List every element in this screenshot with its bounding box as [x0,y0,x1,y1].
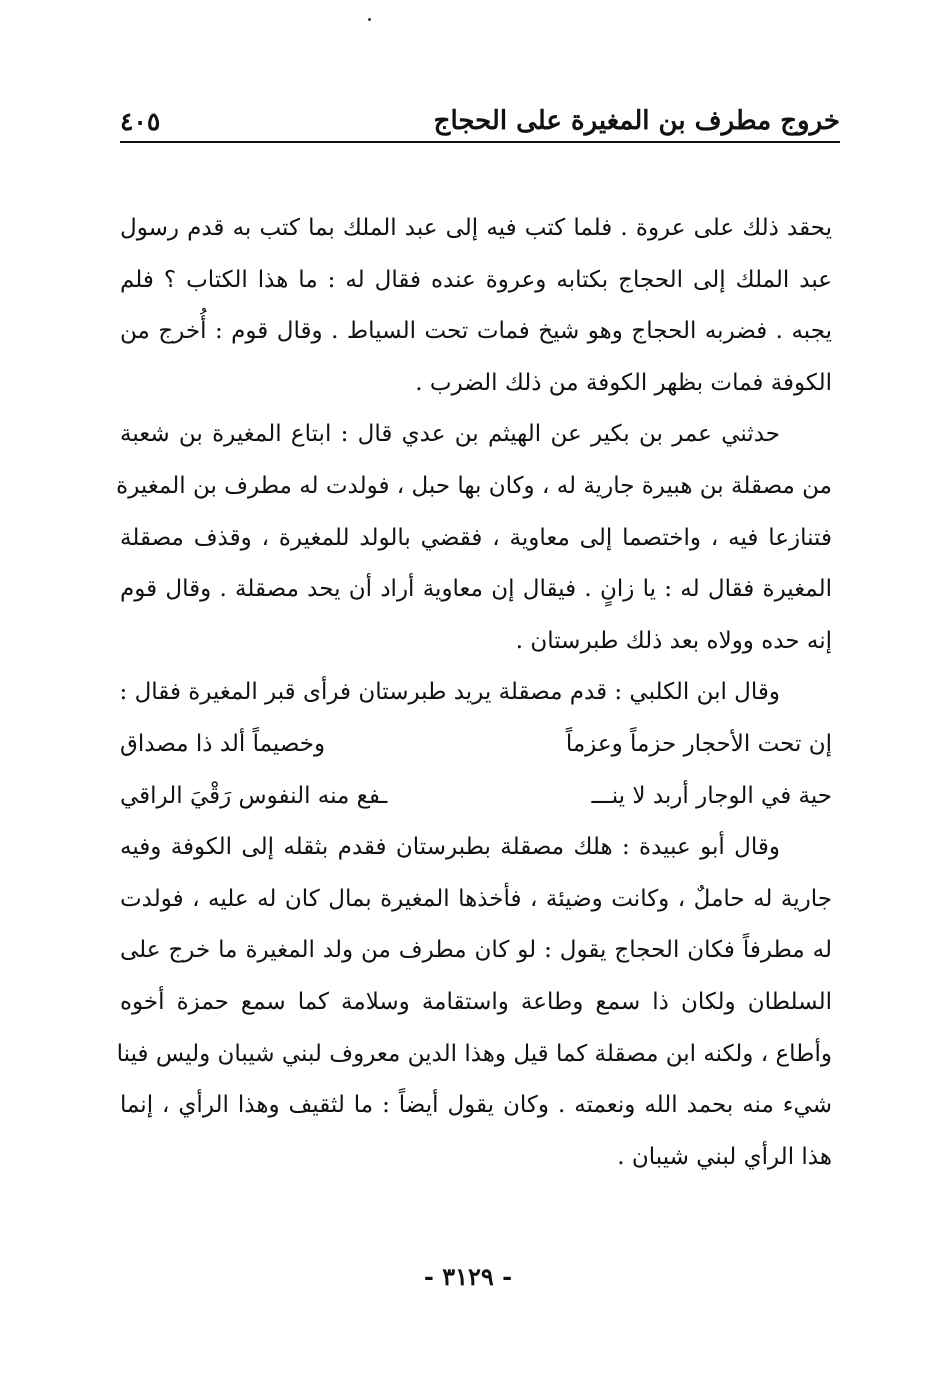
text-line: وقال ابن الكلبي : قدم مصقلة يريد طبرستان فرأى قبر المغيرة فقال : [119,679,780,706]
text-line: هذا الرأي لبني شيبان . [617,1143,832,1170]
page-number: ٤٠٥ [120,107,161,136]
poem-verse [120,771,832,823]
text-line: فتنازعا فيه ، واختصما إلى معاوية ، فقضي بالولد للمغيرة ، وقذف مصقلة [120,524,832,551]
text-line: عبد الملك إلى الحجاج بكتابه وعروة عنده فقال له : ما هذا الكتاب ؟ فلم [120,266,832,293]
text-line: وقال أبو عبيدة : هلك مصقلة بطبرستان فقدم بثقله إلى الكوفة وفيه [120,834,780,861]
text-line: السلطان ولكان ذا سمع وطاعة واستقامة وسلامة كما سمع حمزة أخوه [120,988,832,1015]
header-rule [120,141,840,143]
text-line: من مصقلة بن هبيرة جارية له ، وكان بها حبل ، فولدت له مطرف بن المغيرة [116,472,832,499]
verse-second-hemistich: ـفع منه النفوس رَقْيَ الراقي [120,782,388,809]
text-line: يجبه . فضربه الحجاج وهو شيخ فمات تحت السياط . وقال قوم : أُخرج من [120,318,832,345]
poem-verse [120,719,832,771]
verse-first-hemistich: إن تحت الأحجار حزماً وعزماً [565,730,832,757]
text-line: يحقد ذلك على عروة . فلما كتب فيه إلى عبد الملك بما كتب به قدم رسول [120,215,832,241]
running-header [120,92,840,136]
main-text [116,203,832,1183]
verse-first-hemistich: حية في الوجار أربد لا ينـــ [591,782,832,809]
text-line: إنه حده وولاه بعد ذلك طبرستان . [515,627,832,654]
verse-second-hemistich: وخصيماً ألد ذا مصداق [120,730,326,757]
scan-speck [368,18,371,21]
footer-page-number: - ٣١٢٩ - [423,1262,513,1291]
text-line: شيء منه بحمد الله ونعمته . وكان يقول أيضاً : ما لثقيف وهذا الرأي ، إنما [120,1092,832,1119]
text-line: وأطاع ، ولكنه ابن مصقلة كما قيل وهذا الدين معروف لبني شيبان وليس فينا [116,1040,832,1067]
text-line: المغيرة فقال له : يا زانٍ . فيقال إن معاوية أراد أن يحد مصقلة . وقال قوم [120,576,832,603]
text-line: الكوفة فمات بظهر الكوفة من ذلك الضرب . [415,369,832,396]
text-line: له مطرفاً فكان الحجاج يقول : لو كان مطرف من ولد المغيرة ما خرج على [120,937,832,964]
text-line: حدثني عمر بن بكير عن الهيثم بن عدي قال : ابتاع المغيرة بن شعبة [120,421,780,448]
chapter-title: خروج مطرف بن المغيرة على الحجاج [433,106,840,136]
text-line: جارية له حاملٌ ، وكانت وضيئة ، فأخذها المغيرة بمال كان له عليه ، فولدت [120,885,832,912]
